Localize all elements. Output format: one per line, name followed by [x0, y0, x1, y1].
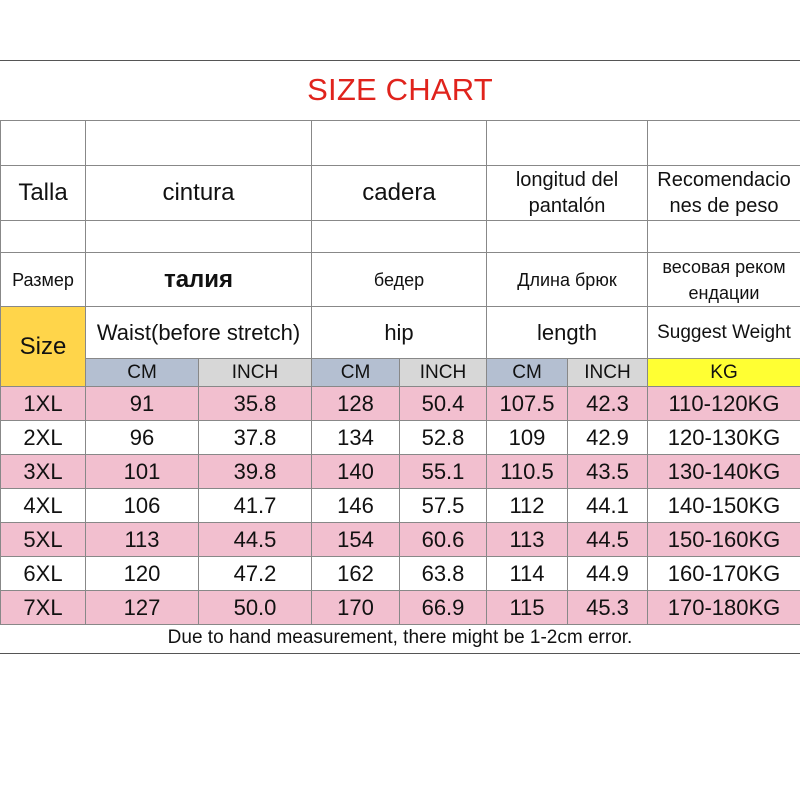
chart-title: SIZE CHART [307, 72, 493, 107]
header-suggest-weight: Suggest Weight [648, 307, 800, 359]
cell-length-cm: 110.5 [487, 455, 568, 489]
header-hip: hip [312, 307, 487, 359]
cell-length-inch: 43.5 [568, 455, 648, 489]
cell-hip-inch: 52.8 [400, 421, 487, 455]
header-row-spanish [1, 166, 800, 221]
cell-waist-inch: 41.7 [199, 489, 312, 523]
table-row [1, 591, 800, 625]
cell-length-inch: 42.3 [568, 387, 648, 421]
spacer-row [1, 121, 800, 166]
cell-waist-cm: 101 [86, 455, 199, 489]
header-beder: бедер [312, 253, 487, 307]
table-row [1, 387, 800, 421]
cell-length-cm: 113 [487, 523, 568, 557]
cell-waist-cm: 106 [86, 489, 199, 523]
cell-hip-cm: 146 [312, 489, 400, 523]
cell-hip-inch: 66.9 [400, 591, 487, 625]
header-recomendaciones: Recomendacio nes de peso [648, 166, 800, 221]
cell-waist-inch: 35.8 [199, 387, 312, 421]
table-row [1, 489, 800, 523]
header-row-english [1, 307, 800, 359]
cell-hip-cm: 128 [312, 387, 400, 421]
cell-hip-cm: 170 [312, 591, 400, 625]
unit-waist-inch: INCH [199, 359, 312, 387]
cell-size: 6XL [1, 557, 86, 591]
unit-hip-cm: CM [312, 359, 400, 387]
cell-size: 2XL [1, 421, 86, 455]
cell-size: 3XL [1, 455, 86, 489]
header-dlina: Длина брюк [487, 253, 648, 307]
cell-weight: 110-120KG [648, 387, 800, 421]
header-waist: Waist(before stretch) [86, 307, 312, 359]
unit-waist-cm: CM [86, 359, 199, 387]
cell-size: 7XL [1, 591, 86, 625]
unit-hip-inch: INCH [400, 359, 487, 387]
unit-length-inch: INCH [568, 359, 648, 387]
cell-weight: 140-150KG [648, 489, 800, 523]
spacer-row-2 [1, 221, 800, 253]
cell-length-cm: 107.5 [487, 387, 568, 421]
cell-length-cm: 112 [487, 489, 568, 523]
cell-weight: 130-140KG [648, 455, 800, 489]
cell-waist-cm: 120 [86, 557, 199, 591]
cell-weight: 120-130KG [648, 421, 800, 455]
cell-waist-cm: 96 [86, 421, 199, 455]
header-cintura: cintura [86, 166, 312, 221]
cell-waist-inch: 47.2 [199, 557, 312, 591]
header-size: Size [1, 307, 86, 387]
cell-hip-inch: 63.8 [400, 557, 487, 591]
cell-hip-cm: 134 [312, 421, 400, 455]
cell-waist-inch: 50.0 [199, 591, 312, 625]
cell-length-cm: 115 [487, 591, 568, 625]
table-row [1, 557, 800, 591]
unit-length-cm: CM [487, 359, 568, 387]
cell-waist-inch: 39.8 [199, 455, 312, 489]
cell-size: 4XL [1, 489, 86, 523]
cell-waist-inch: 44.5 [199, 523, 312, 557]
unit-kg: KG [648, 359, 800, 387]
cell-length-inch: 45.3 [568, 591, 648, 625]
header-row-russian [1, 253, 800, 307]
bottom-border [0, 653, 800, 654]
cell-hip-cm: 162 [312, 557, 400, 591]
header-razmer: Размер [1, 253, 86, 307]
cell-size: 5XL [1, 523, 86, 557]
cell-hip-inch: 57.5 [400, 489, 487, 523]
cell-waist-cm: 113 [86, 523, 199, 557]
cell-length-inch: 44.1 [568, 489, 648, 523]
cell-weight: 160-170KG [648, 557, 800, 591]
cell-length-inch: 42.9 [568, 421, 648, 455]
table-row [1, 523, 800, 557]
cell-length-inch: 44.5 [568, 523, 648, 557]
cell-hip-cm: 140 [312, 455, 400, 489]
measurement-note: Due to hand measurement, there might be 1-2cm error. [167, 627, 633, 648]
header-vesovaya: весовая реком ендации [648, 253, 800, 307]
cell-weight: 170-180KG [648, 591, 800, 625]
cell-length-inch: 44.9 [568, 557, 648, 591]
cell-hip-inch: 50.4 [400, 387, 487, 421]
cell-hip-cm: 154 [312, 523, 400, 557]
cell-waist-cm: 91 [86, 387, 199, 421]
cell-waist-inch: 37.8 [199, 421, 312, 455]
header-longitud: longitud del pantalón [487, 166, 648, 221]
top-border [0, 60, 800, 61]
cell-length-cm: 109 [487, 421, 568, 455]
header-taliya: талия [86, 253, 312, 307]
header-length: length [487, 307, 648, 359]
cell-hip-inch: 60.6 [400, 523, 487, 557]
cell-weight: 150-160KG [648, 523, 800, 557]
cell-waist-cm: 127 [86, 591, 199, 625]
table-row [1, 421, 800, 455]
header-cadera: cadera [312, 166, 487, 221]
unit-row [1, 359, 800, 387]
table-row [1, 455, 800, 489]
cell-hip-inch: 55.1 [400, 455, 487, 489]
cell-length-cm: 114 [487, 557, 568, 591]
header-talla: Talla [1, 166, 86, 221]
cell-size: 1XL [1, 387, 86, 421]
size-chart-table [0, 120, 800, 625]
